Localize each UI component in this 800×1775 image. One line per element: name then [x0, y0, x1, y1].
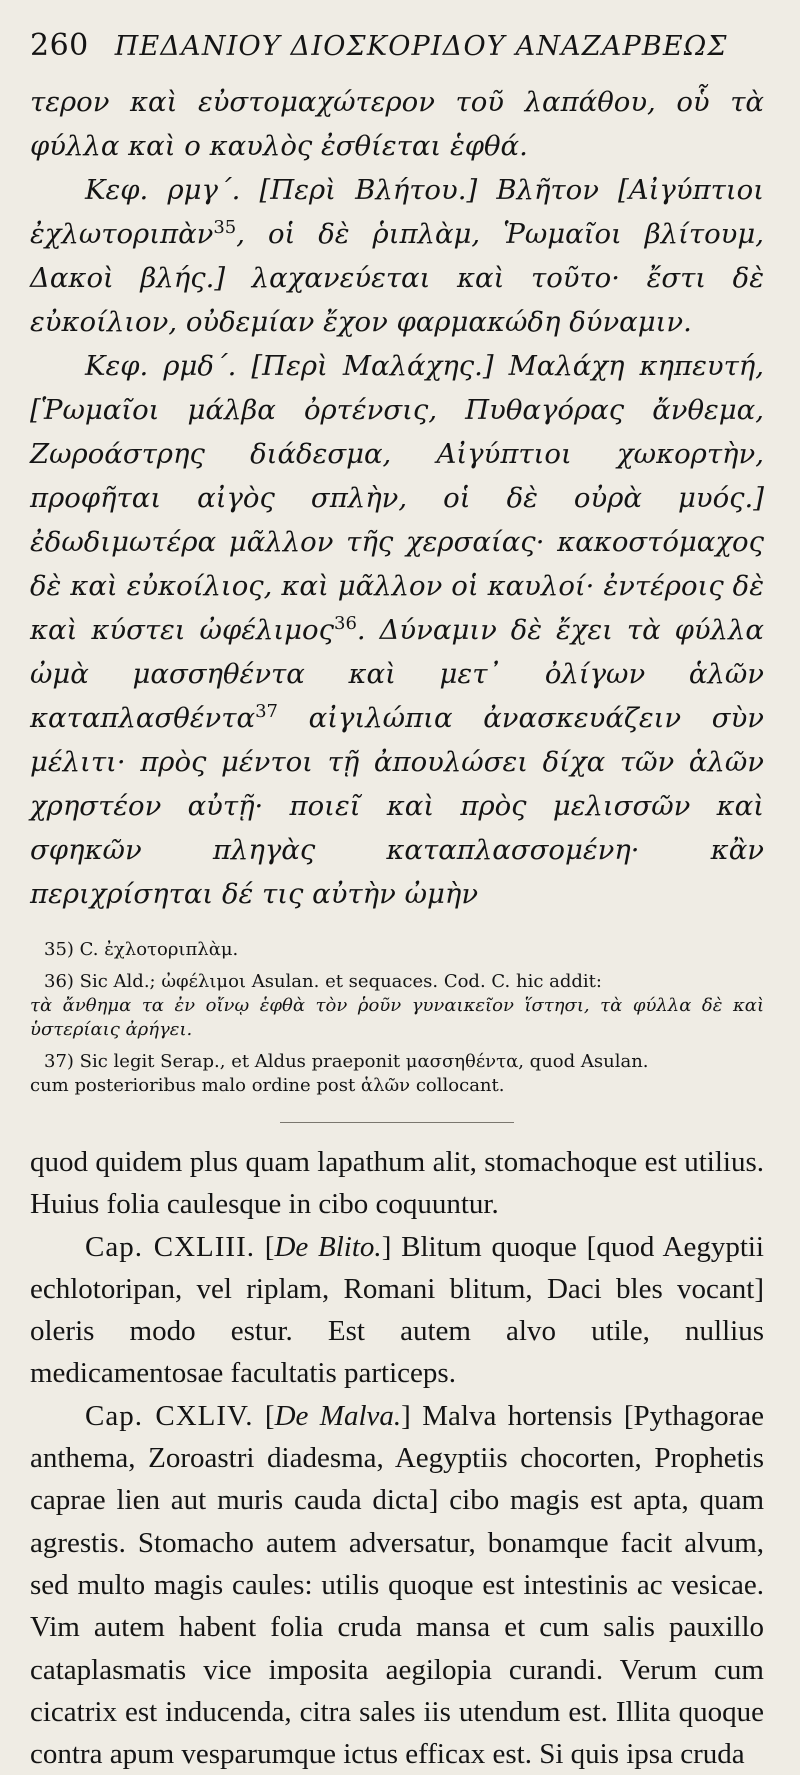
- latin-text: [30, 1141, 764, 1775]
- chapter-label: Cap. CXLIV.: [85, 1399, 254, 1432]
- footnote-37-line: 37) Sic legit Serap., et Aldus praeponit μασσηθέντα, quod Asulan.: [44, 1051, 649, 1072]
- greek-text-run: Κεφ. ρμδ΄. [Περὶ Μαλάχης.] Μαλάχη κηπευτή, [Ῥωμαῖοι μάλβα ὀρτένσις, Πυθαγόρας ἄνθεμα, Ζωροάστρης διάδεσμα, Αἰγύπτιοι χωκορτὴν, προφῆται αἰγὸς σπλὴν, οἱ δὲ οὐρὰ μυός.] ἐδωδιμωτέρα μᾶλλον τῆς χερσαίας· κακοστόμαχος δὲ καὶ εὐκοίλιος, καὶ μᾶλλον οἱ καυλοί· ἐντέροις δὲ καὶ κύστει ὠφέλιμος: [30, 350, 764, 646]
- footnote-36-greek: τὰ ἄνθημα τα ἐν οἴνῳ ἑφθὰ τὸν ῥοῦν γυναικεῖον ἵστησι, τὰ φύλλα δὲ καὶ ὑστερίαις ἀρήγει.: [30, 995, 764, 1040]
- greek-paragraph-1: τερον καὶ εὐστομαχώτερον τοῦ λαπάθου, οὗ τὰ φύλλα καὶ ο καυλὸς ἐσθίεται ἑφθά.: [30, 86, 764, 162]
- footnote-ref-36: 36: [334, 612, 357, 634]
- greek-text-run: Κεφ. ρμγ΄. [Περὶ Βλήτου.] Βλῆτον [Αἰγύπτιοι ἐχλωτοριπὰν: [30, 174, 764, 250]
- latin-paragraph-1: quod quidem plus quam lapathum alit, stomachoque est utilius. Huius folia caulesque in cibo coquuntur.: [30, 1146, 764, 1221]
- chapter-title: De Blito.: [274, 1230, 382, 1263]
- footnote-36: [30, 970, 764, 1042]
- footnote-37: [30, 1050, 764, 1098]
- greek-text-run: αἰγιλώπια ἀνασκευάζειν σὺν μέλιτι· πρὸς μέντοι τῇ ἀπουλώσει δίχα τῶν ἁλῶν χρηστέον αὐτῇ· ποιεῖ καὶ πρὸς μελισσῶν καὶ σφηκῶν πληγὰς καταπλασσομένη· κἂν περιχρίσηται δέ τις αὐτὴν ὠμὴν: [30, 702, 764, 910]
- greek-paragraph-chapter-144: [30, 344, 764, 916]
- greek-text-run: , οἱ δὲ ῥιπλὰμ, Ῥωμαῖοι βλίτουμ, Δακοὶ βλής.] λαχανεύεται καὶ τοῦτο· ἔστι δὲ εὐκοίλιον, οὐδεμίαν ἔχον φαρμακώδη δύναμιν.: [30, 218, 764, 338]
- latin-text-run: Malva hortensis [Pythagorae anthema, Zoroastri diadesma, Aegyptiis chocorten, Prophetis caprae lien aut muris cauda dicta] cibo magis est apta, quam agrestis. Stomacho autem adversatur, bonamque facit alvum, sed multo magis caules: utilis quoque est intestinis ac vesicae. Vim autem habent folia cruda mansa et cum salis pauxillo cataplasmatis vice imposita aegilopia curandi. Verum cum cicatrix est inducenda, citra sales iis utendum est. Illita quoque contra apum vesparumque ictus efficax est. Si quis ipsa cruda: [30, 1399, 764, 1771]
- latin-paragraph-chapter-143: Cap. CXLIII. [De Blito.] Blitum quoque [quod Aegyptii echlotoripan, vel riplam, Romani blitum, Daci bles vocant] oleris modo estur. Est autem alvo utile, nullius medicamentosae facultatis particeps.: [30, 1230, 764, 1390]
- section-divider: [280, 1122, 514, 1123]
- latin-text-run: Blitum quoque [quod Aegyptii echlotoripan, vel riplam, Romani blitum, Daci bles vocant] oleris modo estur. Est autem alvo utile, nullius medicamentosae facultatis particeps.: [30, 1230, 764, 1390]
- running-head: ΠΕΔΑΝΙΟΥ ΔΙΟΣΚΟΡΙΔΟΥ ΑΝΑΖΑΡΒΕΩΣ: [114, 31, 728, 62]
- page-header: [30, 28, 764, 80]
- footnote-37-cont: cum posterioribus malo ordine post ἁλῶν collocant.: [30, 1075, 505, 1096]
- greek-paragraph-chapter-143: [30, 168, 764, 344]
- greek-text-run: . Δύναμιν δὲ ἔχει τὰ φύλλα ὠμὰ μασσηθέντα καὶ μετ᾽ ὀλίγων ἁλῶν καταπλασθέντα: [30, 614, 764, 734]
- footnote-ref-37: 37: [255, 700, 278, 722]
- chapter-label: Cap. CXLIII.: [85, 1230, 255, 1263]
- latin-paragraph-chapter-144: Cap. CXLIV. [De Malva.] Malva hortensis [Pythagorae anthema, Zoroastri diadesma, Aegyptiis chocorten, Prophetis caprae lien aut muris cauda dicta] cibo magis est apta, quam agrestis. Stomacho autem adversatur, bonamque facit alvum, sed multo magis caules: utilis quoque est intestinis ac vesicae. Vim autem habent folia cruda mansa et cum salis pauxillo cataplasmatis vice imposita aegilopia curandi. Verum cum cicatrix est inducenda, citra sales iis utendum est. Illita quoque contra apum vesparumque ictus efficax est. Si quis ipsa cruda: [30, 1399, 764, 1771]
- footnotes: [30, 938, 764, 1098]
- footnote-35: 35) C. ἐχλοτοριπλὰμ.: [44, 939, 239, 960]
- chapter-title: De Malva.: [274, 1399, 402, 1432]
- footnote-36-line: 36) Sic Ald.; ὠφέλιμοι Asulan. et sequaces. Cod. C. hic addit:: [44, 971, 602, 992]
- greek-text: [30, 80, 764, 916]
- footnote-ref-35: 35: [213, 216, 237, 238]
- page-number: 260: [30, 28, 89, 63]
